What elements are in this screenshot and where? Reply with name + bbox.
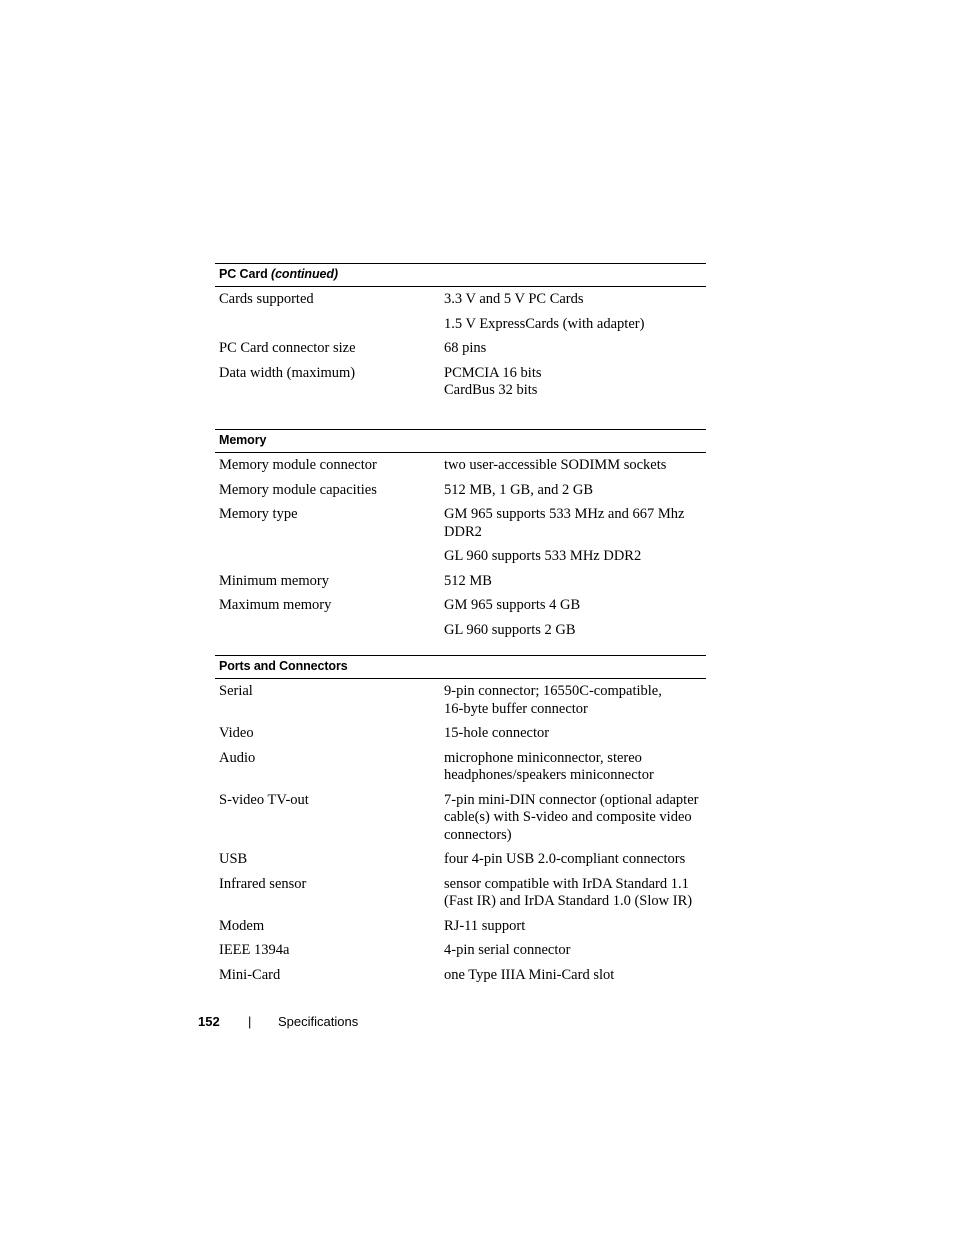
spec-value: two user-accessible SODIMM sockets: [444, 457, 667, 473]
spec-value: GM 965 supports 533 MHz and 667 Mhz: [444, 506, 685, 522]
spec-values: [444, 942, 706, 960]
section-heading: [215, 429, 706, 453]
section-heading: [215, 655, 706, 679]
spec-row: [215, 792, 706, 845]
spec-row: [215, 851, 706, 869]
spec-label: USB: [219, 851, 248, 867]
footer-title: Specifications: [278, 1014, 359, 1029]
page-number: 152: [198, 1014, 220, 1029]
spec-value: one Type IIIA Mini-Card slot: [444, 966, 615, 983]
spec-values: [444, 506, 706, 541]
spec-label: Serial: [219, 683, 253, 699]
spec-row: [215, 622, 706, 640]
spec-label: Maximum memory: [219, 597, 332, 613]
spec-label: Minimum memory: [219, 572, 329, 589]
spec-label: Data width (maximum): [219, 364, 356, 381]
spec-values: [444, 548, 706, 566]
spec-values: [444, 851, 706, 869]
page-footer: [198, 1014, 359, 1029]
spec-row: [215, 573, 706, 591]
section-title: Memory: [219, 433, 267, 447]
spec-label: Memory module capacities: [219, 481, 377, 498]
spec-values: [444, 457, 706, 475]
spec-value: GL 960 supports 533 MHz DDR2: [444, 548, 642, 564]
spec-row: [215, 918, 706, 936]
spec-value: 3.3 V and 5 V PC Cards: [444, 291, 584, 307]
spec-row: [215, 876, 706, 911]
spec-value: GM 965 supports 4 GB: [444, 597, 581, 613]
spec-value: RJ-11 support: [444, 917, 526, 934]
spec-label: Infrared sensor: [219, 875, 307, 892]
spec-value: 16-byte buffer connector: [444, 700, 588, 717]
spec-values: [444, 291, 706, 309]
spec-section-memory: [215, 429, 706, 639]
spec-label: S-video TV-out: [219, 791, 309, 808]
spec-values: [444, 365, 706, 400]
spec-value: four 4-pin USB 2.0-compliant connectors: [444, 851, 686, 867]
spec-values: [444, 725, 706, 743]
spec-row: [215, 725, 706, 743]
section-title-suffix: (continued): [271, 267, 338, 281]
spec-values: [444, 876, 706, 911]
section-heading: [215, 263, 706, 287]
spec-values: [444, 792, 706, 845]
spec-label: Cards supported: [219, 291, 314, 307]
spec-values: [444, 683, 706, 718]
spec-value: sensor compatible with IrDA Standard 1.1: [444, 875, 689, 892]
spec-value: DDR2: [444, 523, 482, 540]
spec-label: IEEE 1394a: [219, 942, 290, 958]
spec-row: [215, 683, 706, 718]
spec-value: (Fast IR) and IrDA Standard 1.0 (Slow IR): [444, 893, 693, 909]
spec-values: [444, 918, 706, 936]
spec-label: Modem: [219, 917, 265, 934]
spec-label: Mini-Card: [219, 966, 281, 983]
spec-row: [215, 597, 706, 615]
section-title: Ports and Connectors: [219, 659, 348, 673]
spec-value: GL 960 supports 2 GB: [444, 621, 576, 638]
spec-row: [215, 942, 706, 960]
spec-value: CardBus 32 bits: [444, 382, 538, 398]
spec-label: PC Card connector size: [219, 340, 356, 356]
spec-value: headphones/speakers miniconnector: [444, 767, 654, 783]
spec-row: [215, 365, 706, 400]
spec-row: [215, 316, 706, 334]
spec-value: 9-pin connector; 16550C-compatible,: [444, 683, 662, 699]
spec-value: 7-pin mini-DIN connector (optional adapter: [444, 791, 699, 808]
spec-value: 4-pin serial connector: [444, 942, 571, 958]
spec-label: Memory module connector: [219, 457, 377, 473]
spec-values: [444, 482, 706, 500]
spec-value: 1.5 V ExpressCards (with adapter): [444, 315, 645, 332]
spec-values: [444, 622, 706, 640]
section-title: PC Card: [219, 267, 268, 281]
spec-values: [444, 316, 706, 334]
spec-values: [444, 750, 706, 785]
spec-row: [215, 291, 706, 309]
spec-row: [215, 340, 706, 358]
spec-row: [215, 457, 706, 475]
spec-row: [215, 506, 706, 541]
spec-value: cable(s) with S-video and composite video: [444, 809, 692, 825]
spec-value: microphone miniconnector, stereo: [444, 749, 642, 766]
spec-values: [444, 967, 706, 985]
spec-value: 68 pins: [444, 340, 487, 356]
spec-row: [215, 482, 706, 500]
spec-label: Audio: [219, 749, 256, 766]
spec-value: 512 MB, 1 GB, and 2 GB: [444, 481, 594, 498]
spec-label: Memory type: [219, 506, 298, 522]
spec-row: [215, 548, 706, 566]
spec-value: connectors): [444, 826, 512, 843]
spec-value: 512 MB: [444, 572, 492, 589]
spec-section-pc-card: [215, 263, 706, 400]
spec-row: [215, 750, 706, 785]
spec-section-ports-and-connectors: [215, 655, 706, 984]
spec-value: 15-hole connector: [444, 725, 550, 741]
footer-separator: |: [248, 1014, 252, 1029]
spec-label: Video: [219, 725, 254, 741]
spec-values: [444, 573, 706, 591]
spec-values: [444, 340, 706, 358]
spec-value: PCMCIA 16 bits: [444, 364, 542, 381]
spec-row: [215, 967, 706, 985]
spec-values: [444, 597, 706, 615]
